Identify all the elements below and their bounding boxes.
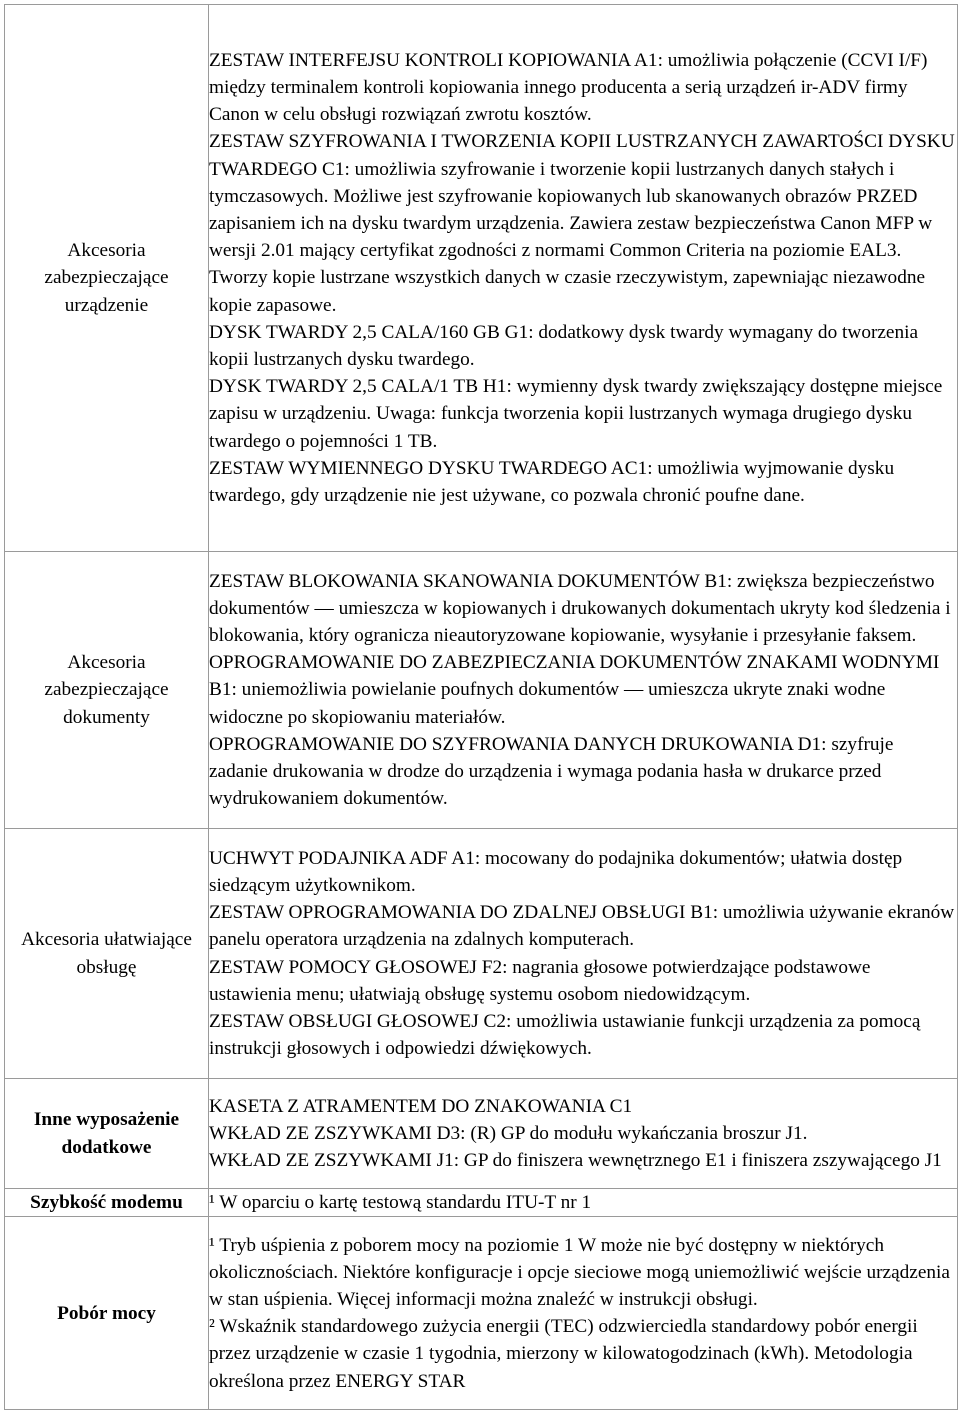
paragraph: WKŁAD ZE ZSZYWKAMI D3: (R) GP do modułu wykańczania broszur J1.	[209, 1122, 808, 1144]
spec-table	[4, 4, 958, 1410]
paragraph: ZESTAW SZYFROWANIA I TWORZENIA KOPII LUSTRZANYCH ZAWARTOŚCI DYSKU TWARDEGO C1: umożliwia szyfrowanie i tworzenie kopii lustrzanych danych stałych i tymczasowych. Możliwe jest szyfrowanie kopiowanych lub skanowanych obrazów PRZED zapisaniem ich na dysku twardym urządzenia. Zawiera zestaw bezpieczeństwa Canon MFP w wersji 2.01 mający certyfikat zgodności z normami Common Criteria na poziomie EAL3. Tworzy kopie lustrzane wszystkich danych w czasie rzeczywistym, zapewniając niezawodne kopie zapasowe.	[209, 131, 955, 316]
paragraph: ¹ Tryb uśpienia z poborem mocy na poziomie 1 W może nie być dostępny w niektórych okolicznościach. Niektóre konfiguracje i opcje sieciowe mogą uniemożliwić wejście urządzenia w stan uśpienia. Więcej informacji można znaleźć w instrukcji obsługi.	[209, 1234, 950, 1310]
table-row	[5, 5, 958, 552]
paragraph: UCHWYT PODAJNIKA ADF A1: mocowany do podajnika dokumentów; ułatwia dostęp siedzącym użytkownikom.	[209, 847, 903, 896]
paragraph: OPROGRAMOWANIE DO SZYFROWANIA DANYCH DRUKOWANIA D1: szyfruje zadanie drukowania w drodze do urządzenia i wymaga podania hasła w drukarce przed wydrukowaniem dokumentów.	[209, 733, 894, 810]
table-row	[5, 829, 958, 1079]
table-row	[5, 1217, 958, 1410]
paragraph: DYSK TWARDY 2,5 CALA/160 GB G1: dodatkowy dysk twardy wymagany do tworzenia kopii lustrzanych dysku twardego.	[209, 321, 919, 370]
paragraph: ¹ W oparciu o kartę testową standardu ITU-T nr 1	[209, 1192, 592, 1213]
paragraph: ZESTAW OBSŁUGI GŁOSOWEJ C2: umożliwia ustawianie funkcji urządzenia za pomocą instrukcji głosowych i odpowiedzi dźwiękowych.	[209, 1010, 921, 1060]
row-label-device-security: Akcesoria zabezpieczające urządzenie	[5, 5, 209, 552]
paragraph: ZESTAW BLOKOWANIA SKANOWANIA DOKUMENTÓW B1: zwiększa bezpieczeństwo dokumentów — umieszcza w kopiowanych i drukowanych dokumentach ukryty kod śledzenia i blokowania, który ogranicza nieautoryzowane kopiowanie, wysyłanie i przesyłanie faksem.	[209, 570, 951, 646]
row-content-other-equipment	[209, 1079, 958, 1189]
paragraph: ZESTAW POMOCY GŁOSOWEJ F2: nagrania głosowe potwierdzające podstawowe ustawienia menu; ułatwiają obsługę systemu osobom niedowidzącym.	[209, 956, 871, 1005]
row-content-power	[209, 1217, 958, 1410]
row-content-device-security	[209, 5, 958, 552]
table-row	[5, 1079, 958, 1189]
row-content-document-security	[209, 552, 958, 829]
row-label-power: Pobór mocy	[5, 1217, 209, 1410]
paragraph: WKŁAD ZE ZSZYWKAMI J1: GP do finiszera wewnętrznego E1 i finiszera zszywającego J1	[209, 1150, 942, 1172]
table-row	[5, 1189, 958, 1217]
paragraph: ZESTAW INTERFEJSU KONTROLI KOPIOWANIA A1: umożliwia połączenie (CCVI I/F) między terminalem kontroli kopiowania innego producenta a serią urządzeń ir-ADV firmy Canon w celu obsługi rozwiązań zwrotu kosztów.	[209, 49, 928, 126]
paragraph: DYSK TWARDY 2,5 CALA/1 TB H1: wymienny dysk twardy zwiększający dostępne miejsce zapisu w urządzeniu. Uwaga: funkcja tworzenia kopii lustrzanych wymaga drugiego dysku twardego o pojemności 1 TB.	[209, 376, 943, 452]
row-content-modem-speed	[209, 1189, 958, 1217]
row-label-accessibility: Akcesoria ułatwiające obsługę	[5, 829, 209, 1079]
paragraph: ZESTAW OPROGRAMOWANIA DO ZDALNEJ OBSŁUGI B1: umożliwia używanie ekranów panelu operatora urządzenia na zdalnych komputerach.	[209, 902, 955, 951]
paragraph: ² Wskaźnik standardowego zużycia energii (TEC) odzwierciedla standardowy pobór energii przez urządzenie w czasie 1 tygodnia, mierzony w kilowatogodzinach (kWh). Metodologia określona przez ENERGY STAR	[209, 1316, 918, 1392]
paragraph: KASETA Z ATRAMENTEM DO ZNAKOWANIA C1	[209, 1095, 633, 1117]
paragraph: ZESTAW WYMIENNEGO DYSKU TWARDEGO AC1: umożliwia wyjmowanie dysku twardego, gdy urządzenie nie jest używane, co pozwala chronić poufne dane.	[209, 457, 895, 507]
paragraph: OPROGRAMOWANIE DO ZABEZPIECZANIA DOKUMENTÓW ZNAKAMI WODNYMI B1: uniemożliwia powielanie poufnych dokumentów — umieszcza ukryte znaki wodne widoczne po skopiowaniu materiałów.	[209, 652, 940, 728]
row-label-other-equipment: Inne wyposażenie dodatkowe	[5, 1079, 209, 1189]
row-label-document-security: Akcesoria zabezpieczające dokumenty	[5, 552, 209, 829]
row-content-accessibility	[209, 829, 958, 1079]
table-row	[5, 552, 958, 829]
row-label-modem-speed: Szybkość modemu	[5, 1189, 209, 1217]
